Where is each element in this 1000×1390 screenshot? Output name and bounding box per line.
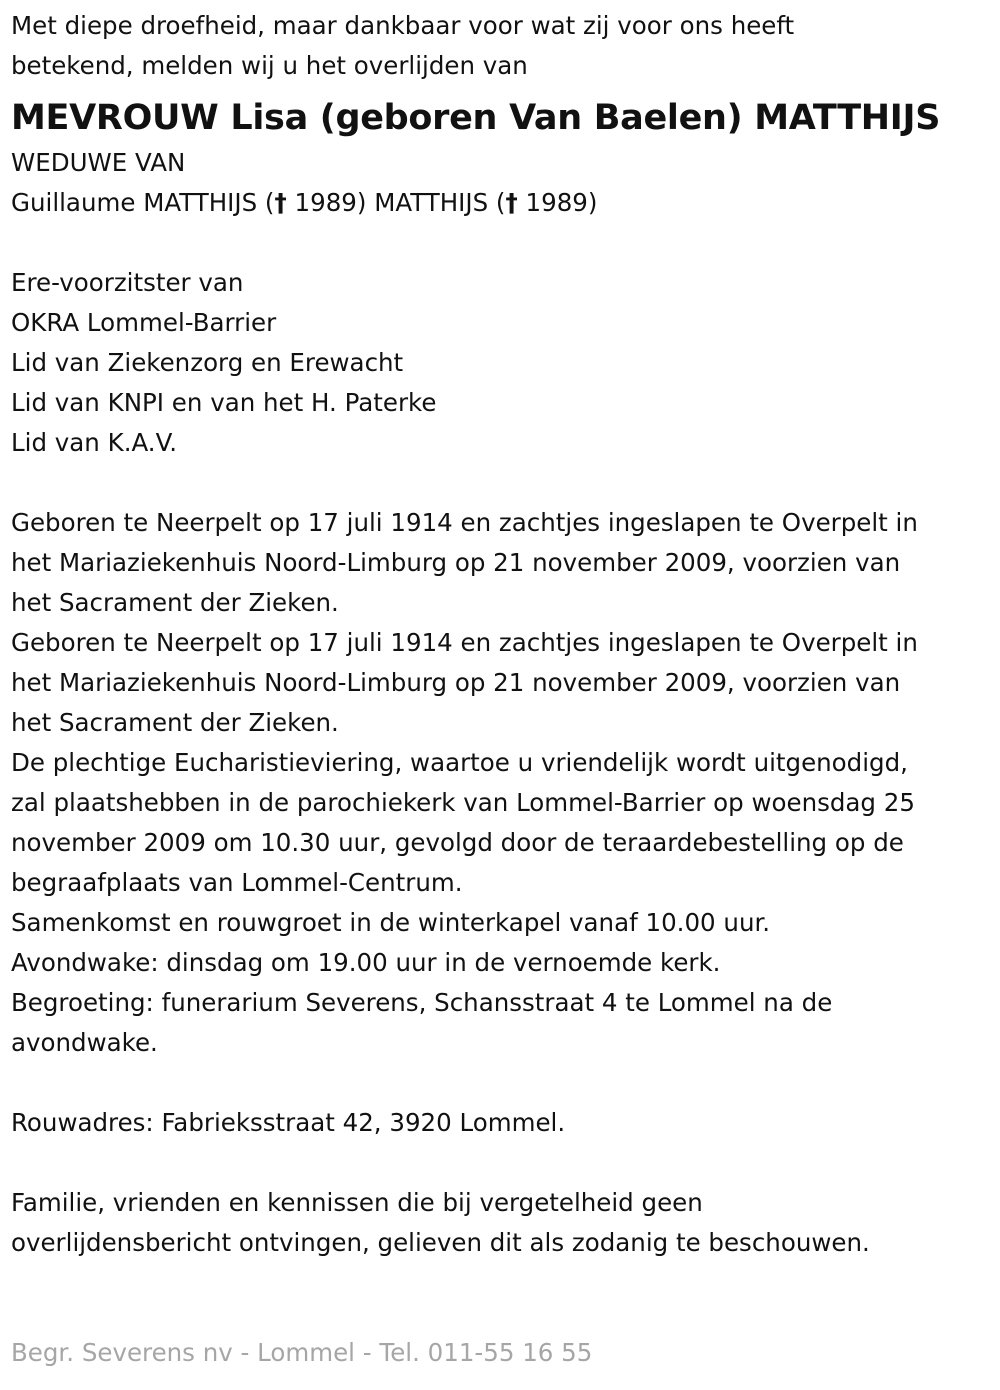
widow-of-label: WEDUWE VAN [11, 148, 186, 177]
cross-icon: † [505, 188, 518, 217]
spacer [11, 1143, 988, 1183]
details-line: Geboren te Neerpelt op 17 juli 1914 en zachtjes ingeslapen te Overpelt in [11, 508, 918, 537]
details-line: zal plaatshebben in de parochiekerk van Lommel-Barrier op woensdag 25 [11, 788, 915, 817]
cross-icon: † [274, 188, 287, 217]
membership-line: Lid van KNPI en van het H. Paterke [11, 388, 437, 417]
spacer [11, 1063, 988, 1103]
undertaker-footer: Begr. Severens nv - Lommel - Tel. 011-55 16 55 [11, 1338, 593, 1367]
details-line: het Mariaziekenhuis Noord-Limburg op 21 november 2009, voorzien van [11, 668, 901, 697]
intro-line: Met diepe droefheid, maar dankbaar voor wat zij voor ons heeft [11, 11, 795, 40]
deceased-name: MEVROUW Lisa (geboren Van Baelen) MATTHIJS [11, 98, 941, 138]
details-line: het Sacrament der Zieken. [11, 708, 339, 737]
details-line: Geboren te Neerpelt op 17 juli 1914 en zachtjes ingeslapen te Overpelt in [11, 628, 918, 657]
details-line: De plechtige Eucharistieviering, waartoe u vriendelijk wordt uitgenodigd, [11, 748, 908, 777]
membership-line: OKRA Lommel-Barrier [11, 308, 277, 337]
details-line: avondwake. [11, 1028, 158, 1057]
spacer [11, 463, 988, 503]
membership-line: Lid van Ziekenzorg en Erewacht [11, 348, 404, 377]
details-line: Begroeting: funerarium Severens, Schansstraat 4 te Lommel na de [11, 988, 833, 1017]
closing-text [11, 1183, 988, 1263]
spouse-year: 1989) [517, 188, 598, 217]
spouse-line [11, 183, 988, 223]
mourning-address [11, 1103, 988, 1143]
details [11, 503, 988, 1063]
membership-line: Ere-voorzitster van [11, 268, 244, 297]
membership-line: Lid van K.A.V. [11, 428, 177, 457]
details-line: Avondwake: dinsdag om 19.00 uur in de vernoemde kerk. [11, 948, 721, 977]
intro-line: betekend, melden wij u het overlijden van [11, 51, 528, 80]
widow-section [11, 143, 988, 223]
spouse-name: Guillaume MATTHIJS ( [11, 188, 275, 217]
spacer [11, 223, 988, 263]
details-line: het Sacrament der Zieken. [11, 588, 339, 617]
memberships [11, 263, 988, 463]
address-line: Rouwadres: Fabrieksstraat 42, 3920 Lommel. [11, 1108, 566, 1137]
closing-line: overlijdensbericht ontvingen, gelieven dit als zodanig te beschouwen. [11, 1228, 870, 1257]
details-line: het Mariaziekenhuis Noord-Limburg op 21 november 2009, voorzien van [11, 548, 901, 577]
spouse-year: 1989) MATTHIJS ( [286, 188, 506, 217]
details-line: november 2009 om 10.30 uur, gevolgd door de teraardebestelling op de [11, 828, 904, 857]
details-line: Samenkomst en rouwgroet in de winterkapel vanaf 10.00 uur. [11, 908, 771, 937]
intro-text [11, 6, 988, 86]
details-line: begraafplaats van Lommel-Centrum. [11, 868, 463, 897]
closing-line: Familie, vrienden en kennissen die bij vergetelheid geen [11, 1188, 703, 1217]
